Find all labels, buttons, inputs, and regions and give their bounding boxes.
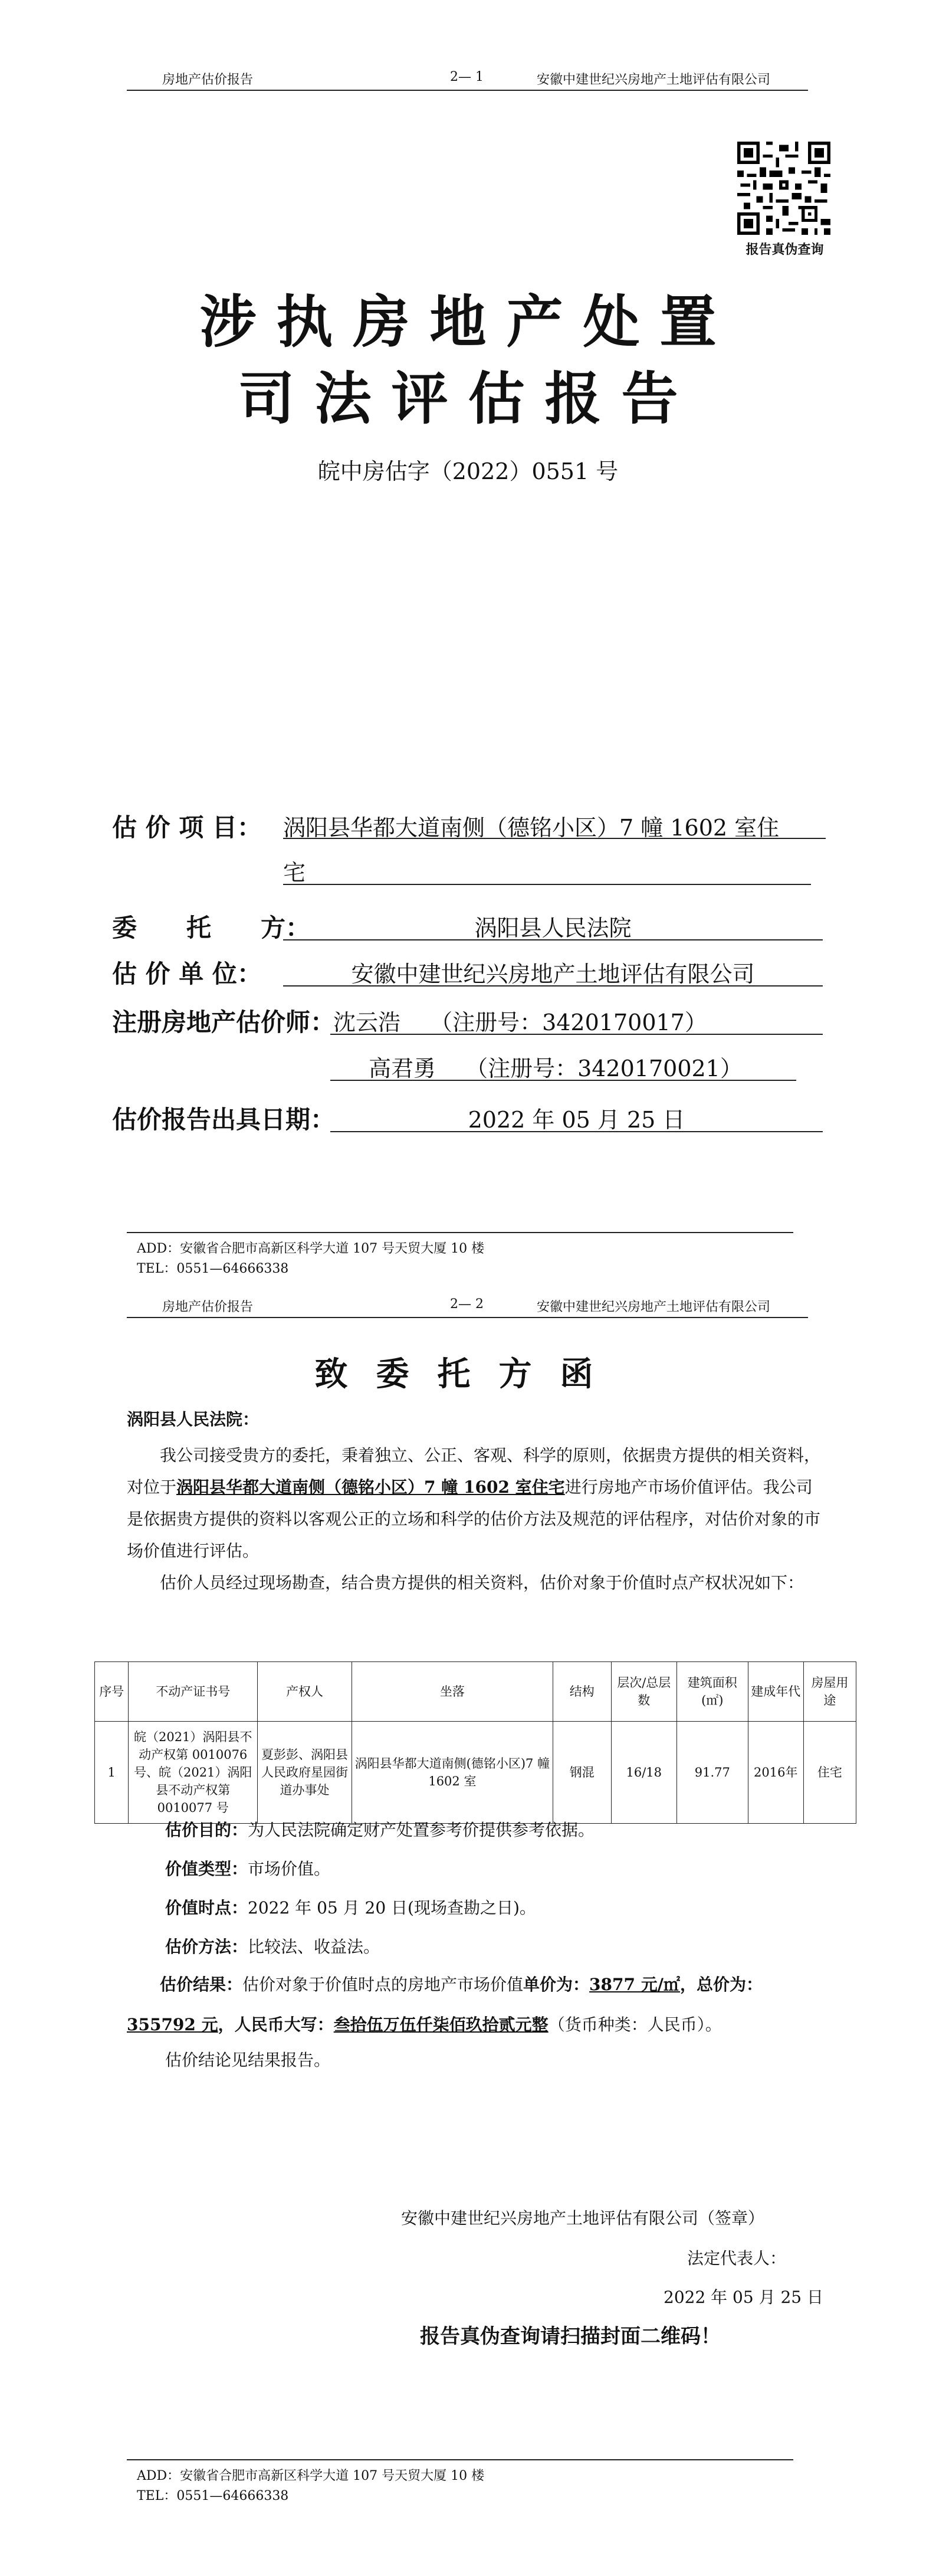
para1-text-c: 进行房地产市场价值评估。我公司是依据贵方提供的资料以客观公正的立场和科学的估价方法及规范的评估程序，对估价对象的市场价值进行评估。 — [127, 1477, 821, 1561]
project-value-line1: 涡阳县华都大道南侧（德铭小区）7 幢 1602 室住 — [283, 815, 780, 841]
header-left: 房地产估价报告 — [162, 73, 254, 87]
paragraph-1 — [127, 1440, 823, 1567]
report-title-line-2: 司法评估报告 — [238, 365, 698, 432]
document-number: 皖中房估字（2022）0551 号 — [317, 458, 619, 484]
unit-label: 估 价 单 位： — [112, 959, 262, 988]
result-b: 单价为： — [523, 1975, 590, 1994]
th-area: 建筑面积(㎡) — [676, 1662, 748, 1722]
client-label: 委 托 方： — [112, 913, 311, 942]
th-owner: 产权人 — [258, 1662, 352, 1722]
conclusion: 估价结论见结果报告。 — [165, 2050, 331, 2070]
table-header-row — [95, 1662, 856, 1722]
qr-code-icon — [737, 142, 830, 235]
appraiser-label: 注册房地产估价师： — [112, 1008, 336, 1037]
th-year: 建成年代 — [748, 1662, 803, 1722]
td-use: 住宅 — [803, 1722, 856, 1824]
qr-code[interactable] — [737, 142, 830, 235]
td-seq: 1 — [95, 1722, 129, 1824]
project-label: 估 价 项 目： — [112, 813, 262, 842]
client-underline — [283, 939, 823, 940]
project-value-line2: 宅 — [283, 860, 306, 886]
footer-2 — [137, 2466, 484, 2506]
th-cert: 不动产证书号 — [129, 1662, 258, 1722]
value-time-line — [165, 1895, 536, 1919]
td-location: 涡阳县华都大道南侧(德铭小区)7 幢 1602 室 — [352, 1722, 553, 1824]
signature-representative: 法定代表人： — [687, 2249, 787, 2268]
page-header-2 — [127, 1293, 808, 1318]
appraiser-2: 高君勇 （注册号：3420170021） — [369, 1056, 743, 1081]
property-table — [94, 1661, 856, 1824]
report-title-line-1: 涉执房地产处置 — [199, 289, 737, 355]
client-value: 涡阳县人民法院 — [474, 915, 632, 941]
page-header — [127, 66, 808, 91]
th-seq: 序号 — [95, 1662, 129, 1722]
result-paragraph — [127, 1965, 823, 2045]
value-type-value: 市场价值。 — [248, 1859, 331, 1879]
date-value: 2022 年 05 月 25 日 — [468, 1107, 685, 1133]
header-page-number: 2— 2 — [450, 1297, 484, 1312]
purpose-label: 估价目的： — [165, 1820, 248, 1840]
letter-body — [127, 1440, 823, 1599]
result-a: 估价对象于价值时点的房地产市场价值 — [242, 1975, 524, 1994]
result-d: ，总价为： — [679, 1975, 763, 1994]
table-row — [95, 1722, 856, 1824]
appraiser-1: 沈云浩 （注册号：3420170017） — [333, 1010, 707, 1035]
project-underline-1 — [283, 838, 826, 839]
footer-address: ADD：安徽省合肥市高新区科学大道 107 号天贸大厦 10 楼 — [137, 1241, 485, 1256]
footer-tel: TEL：0551—64666338 — [137, 2489, 289, 2503]
header-left: 房地产估价报告 — [162, 1300, 254, 1315]
date-underline — [330, 1131, 823, 1132]
appraiser-underline-1 — [330, 1034, 823, 1035]
header-company: 安徽中建世纪兴房地产土地评估有限公司 — [537, 1300, 771, 1315]
paragraph-2: 估价人员经过现场勘查，结合贵方提供的相关资料，估价对象于价值时点产权状况如下： — [160, 1573, 804, 1592]
verify-note: 报告真伪查询请扫描封面二维码！ — [420, 2325, 721, 2348]
td-year: 2016年 — [748, 1722, 803, 1824]
th-floors: 层次/总层数 — [611, 1662, 676, 1722]
th-use: 房屋用途 — [803, 1662, 856, 1722]
footer-address: ADD：安徽省合肥市高新区科学大道 107 号天贸大厦 10 楼 — [137, 2469, 485, 2483]
value-time-value: 2022 年 05 月 20 日(现场查勘之日)。 — [248, 1898, 536, 1918]
total-price: 355792 元 — [127, 2015, 218, 2034]
para1-property: 涡阳县华都大道南侧（德铭小区）7 幢 1602 室住宅 — [176, 1477, 565, 1497]
result-h: （货币种类：人民币）。 — [548, 2015, 722, 2034]
total-price-chinese: 叁拾伍万伍仟柒佰玖拾贰元整 — [333, 2015, 549, 2034]
signature-date: 2022 年 05 月 25 日 — [664, 2287, 824, 2307]
date-label: 估价报告出具日期： — [112, 1105, 336, 1134]
header-page-number: 2— 1 — [450, 70, 484, 84]
addressee: 涡阳县人民法院： — [127, 1410, 260, 1429]
th-location: 坐落 — [352, 1662, 553, 1722]
qr-caption: 报告真伪查询 — [745, 242, 824, 257]
project-underline-2 — [283, 884, 811, 885]
method-line — [165, 1934, 380, 1958]
value-type-label: 价值类型： — [165, 1859, 248, 1879]
result-label: 估价结果： — [160, 1975, 243, 1994]
footer-rule — [127, 1232, 793, 1233]
letter-title: 致委托方函 — [314, 1355, 622, 1394]
td-structure: 钢混 — [553, 1722, 611, 1824]
result-f: ，人民币大写： — [218, 2015, 334, 2034]
td-owner: 夏彭彭、涡阳县人民政府星园街道办事处 — [258, 1722, 352, 1824]
para1-text-a: 我公司接受贵方的委托，秉着独立、公正、客观、科学的原则，依据贵方提供的相关资料，对位于 — [127, 1446, 821, 1497]
signature-company: 安徽中建世纪兴房地产土地评估有限公司（签章） — [401, 2208, 765, 2228]
header-company: 安徽中建世纪兴房地产土地评估有限公司 — [537, 73, 771, 87]
unit-underline — [283, 985, 823, 987]
purpose-line — [165, 1817, 595, 1841]
th-structure: 结构 — [553, 1662, 611, 1722]
td-cert: 皖（2021）涡阳县不动产权第 0010076 号、皖（2021）涡阳县不动产权第 0010077 号 — [129, 1722, 258, 1824]
footer — [137, 1239, 484, 1279]
method-label: 估价方法： — [165, 1937, 248, 1956]
result-text — [127, 1965, 823, 2045]
td-area: 91.77 — [676, 1722, 748, 1824]
value-time-label: 价值时点： — [165, 1898, 248, 1918]
unit-value: 安徽中建世纪兴房地产土地评估有限公司 — [351, 961, 755, 987]
appraiser-underline-2 — [330, 1080, 796, 1081]
method-value: 比较法、收益法。 — [248, 1937, 380, 1956]
purpose-value: 为人民法院确定财产处置参考价提供参考依据。 — [248, 1820, 595, 1840]
value-type-line — [165, 1856, 330, 1880]
footer-rule-2 — [127, 2459, 793, 2460]
td-floors: 16/18 — [611, 1722, 676, 1824]
unit-price: 3877 元/㎡ — [589, 1975, 680, 1994]
footer-tel: TEL：0551—64666338 — [137, 1261, 289, 1276]
